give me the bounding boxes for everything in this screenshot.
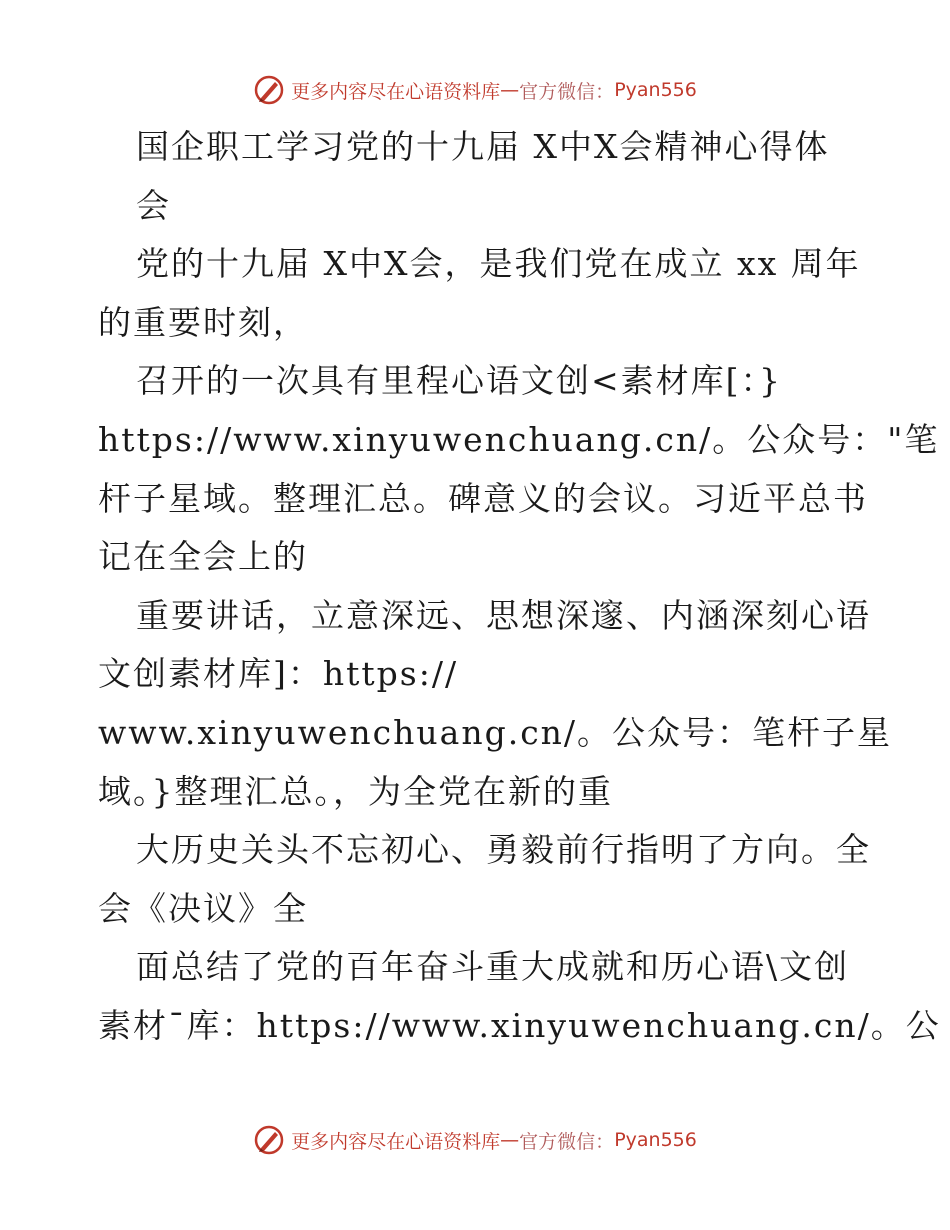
paragraph-line: 杆子星域。整理汇总。碑意义的会议。习近平总书 xyxy=(98,478,868,518)
document-title-line-2: 会 xyxy=(136,185,171,225)
header-banner xyxy=(0,70,950,110)
pen-logo-icon xyxy=(253,74,285,106)
header-banner-separator: — xyxy=(500,79,520,101)
paragraph-line: 重要讲话，立意深远、思想深邃、内涵深刻心语 xyxy=(136,595,871,635)
document-title-line-1: 国企职工学习党的十九届 X中X会精神心得体 xyxy=(136,127,830,166)
header-wechat-account: Pyan556 xyxy=(614,79,697,101)
paragraph-line: 的重要时刻， xyxy=(98,302,308,342)
paragraph-line: 记在全会上的 xyxy=(98,537,308,577)
header-banner-text: 更多内容尽在心语资料库 xyxy=(291,80,501,103)
document-body xyxy=(98,118,941,1056)
paragraph-line: 会《决议》全 xyxy=(98,888,308,928)
paragraph-line: 党的十九届 X中X会，是我们党在成立 xx 周年 xyxy=(136,244,861,284)
header-wechat-label: 官方微信： xyxy=(519,80,615,103)
paragraph-line: 文创素材库]：https:// xyxy=(98,654,459,694)
paragraph-line: 召开的一次具有里程心语文创<素材库[：} xyxy=(136,361,783,401)
pen-logo-icon xyxy=(253,1124,285,1156)
paragraph-line: 大历史关头不忘初心、勇毅前行指明了方向。全 xyxy=(136,830,871,870)
footer-banner-text: 更多内容尽在心语资料库 xyxy=(291,1130,501,1153)
footer-banner-separator: — xyxy=(500,1129,520,1151)
footer-wechat-account: Pyan556 xyxy=(614,1129,697,1151)
paragraph-line: www.xinyuwenchuang.cn/。公众号：笔杆子星 xyxy=(98,712,893,752)
footer-wechat-label: 官方微信： xyxy=(519,1130,615,1153)
paragraph-line: 面总结了党的百年奋斗重大成就和历心语\文创 xyxy=(136,947,850,987)
paragraph-line: https://www.xinyuwenchuang.cn/。公众号："笔 xyxy=(98,419,940,459)
paragraph-line: 素材¯库：https://www.xinyuwenchuang.cn/。公 xyxy=(98,1005,941,1045)
paragraph-line: 域。}整理汇总。，为全党在新的重 xyxy=(98,771,613,811)
footer-banner xyxy=(0,1120,950,1160)
